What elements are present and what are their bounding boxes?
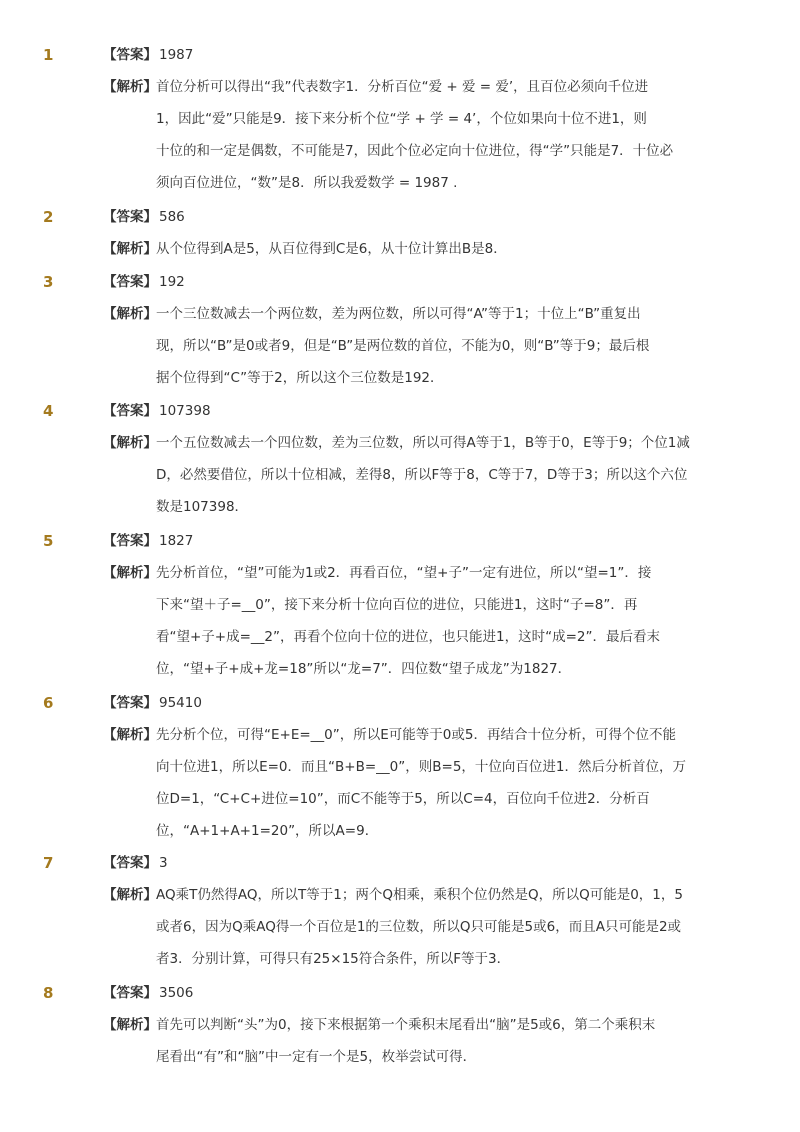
answer-value: 1987 [159,47,194,63]
answer-label: 【答案】 [103,403,157,419]
analysis-line: 看“望+子+成=__2”，再看个位向十位的进位，也只能进1，这时“成=2”．最后看末 [156,629,660,645]
analysis-text [156,724,716,852]
analysis-line: 向十位进1，所以E=0．而且“B+B=__0”，则B=5，十位向百位进1．然后分析首位，万 [156,759,686,775]
analysis-line: 一个三位数减去一个两位数，差为两位数，所以可得“A”等于1；十位上“B”重复出 [156,306,641,322]
analysis-label: 【解析】 [103,241,157,257]
answer-value: 1827 [159,533,194,549]
analysis-text [156,303,716,399]
answer-label: 【答案】 [103,533,157,549]
answer-value: 107398 [159,403,211,419]
answer-value: 95410 [159,695,202,711]
question-number: 8 [43,984,54,1002]
analysis-label: 【解析】 [103,435,157,451]
analysis-line: AQ乘T仍然得AQ，所以T等于1；两个Q相乘，乘积个位仍然是Q，所以Q可能是0，1，5 [156,887,683,903]
question-number: 6 [43,694,54,712]
question-number: 2 [43,208,54,226]
analysis-line: 下来“望＋子=__0”，接下来分析十位向百位的进位，只能进1，这时“子=8”．再 [156,597,638,613]
analysis-line: 首位分析可以得出“我”代表数字1．分析百位“爱 + 爱 = 爱’，且百位必须向千位进 [156,79,649,95]
analysis-label: 【解析】 [103,565,157,581]
answer-label: 【答案】 [103,274,157,290]
analysis-text [156,884,716,980]
question-number: 5 [43,532,54,550]
analysis-line: 现，所以“B”是0或者9，但是“B”是两位数的首位，不能为0，则“B”等于9；最后根 [156,338,650,354]
question-number: 7 [43,854,54,872]
answer-label: 【答案】 [103,985,157,1001]
answer-value: 192 [159,274,185,290]
answer-value: 3 [159,855,168,871]
answer-row [103,271,185,293]
analysis-line: 据个位得到“C”等于2，所以这个三位数是192． [156,370,444,386]
analysis-label: 【解析】 [103,79,157,95]
answer-row [103,692,202,714]
analysis-line: 位，“A+1+A+1=20”，所以A=9． [156,823,379,839]
analysis-line: 数是107398． [156,499,249,515]
analysis-line: D，必然要借位，所以十位相减，差得8，所以F等于8，C等于7，D等于3；所以这个六位 [156,467,688,483]
analysis-label: 【解析】 [103,1017,157,1033]
analysis-line: 1，因此“爱”只能是9．接下来分析个位“学 + 学 = 4’，个位如果向十位不进1，则 [156,111,647,127]
analysis-text [156,76,716,204]
analysis-line: 者3．分别计算，可得只有25×15符合条件，所以F等于3． [156,951,511,967]
answer-label: 【答案】 [103,695,157,711]
answer-row [103,400,211,422]
question-number: 4 [43,402,54,420]
answer-row [103,982,193,1004]
analysis-text [156,1014,716,1078]
answer-label: 【答案】 [103,855,157,871]
analysis-line: 尾看出“有”和“脑”中一定有一个是5，枚举尝试可得． [156,1049,477,1065]
answer-row [103,206,185,228]
analysis-line: 先分析个位，可得“E+E=__0”，所以E可能等于0或5．再结合十位分析，可得个位不能 [156,727,676,743]
analysis-line: 须向百位进位，“数”是8．所以我爱数学 = 1987 . [156,175,458,191]
analysis-text [156,238,716,270]
analysis-text [156,562,716,690]
analysis-line: 先分析首位，“望”可能为1或2．再看百位，“望+子”一定有进位，所以“望=1”．接 [156,565,652,581]
analysis-label: 【解析】 [103,306,157,322]
analysis-line: 从个位得到A是5，从百位得到C是6，从十位计算出B是8． [156,241,507,257]
analysis-line: 位，“望+子+成+龙=18”所以“龙=7”．四位数“望子成龙”为1827． [156,661,572,677]
analysis-label: 【解析】 [103,887,157,903]
answer-row [103,530,193,552]
question-number: 1 [43,46,54,64]
analysis-text [156,432,716,528]
answer-value: 586 [159,209,185,225]
analysis-line: 或者6，因为Q乘AQ得一个百位是1的三位数，所以Q只可能是5或6，而且A只可能是2或 [156,919,682,935]
analysis-line: 首先可以判断“头”为0，接下来根据第一个乘积末尾看出“脑”是5或6，第二个乘积末 [156,1017,656,1033]
question-number: 3 [43,273,54,291]
analysis-line: 一个五位数减去一个四位数，差为三位数，所以可得A等于1，B等于0，E等于9；个位1减 [156,435,690,451]
answer-value: 3506 [159,985,194,1001]
answer-label: 【答案】 [103,209,157,225]
analysis-line: 十位的和一定是偶数，不可能是7，因此个位必定向十位进位，得“学”只能是7．十位必 [156,143,674,159]
answer-row [103,44,193,66]
analysis-label: 【解析】 [103,727,157,743]
answer-label: 【答案】 [103,47,157,63]
answer-row [103,852,168,874]
analysis-line: 位D=1，“C+C+进位=10”，而C不能等于5，所以C=4，百位向千位进2．分析百 [156,791,650,807]
